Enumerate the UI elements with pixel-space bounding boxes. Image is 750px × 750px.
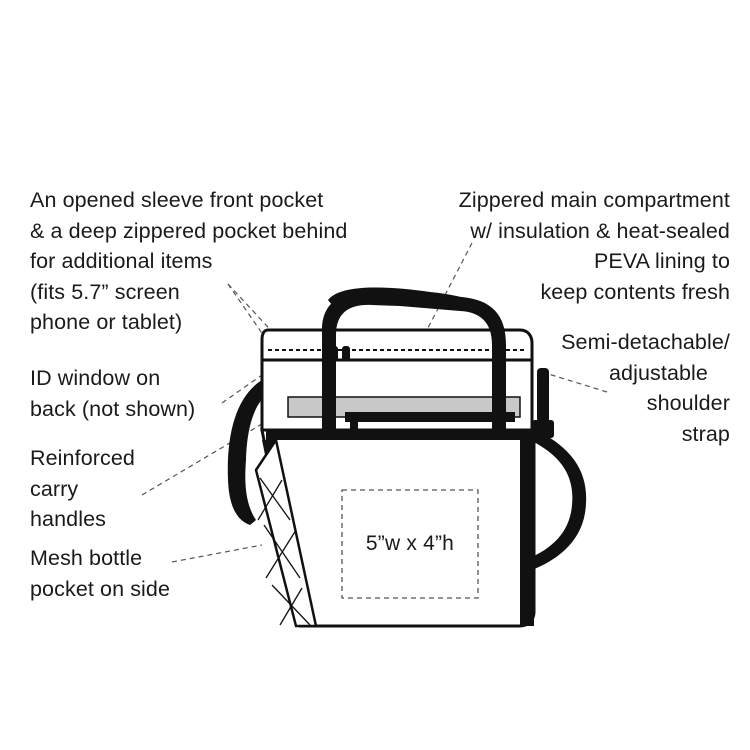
callout-line: back (not shown)	[30, 396, 196, 421]
left-strap	[228, 380, 266, 525]
callout-line: shoulder	[646, 391, 730, 415]
callout-line: Zippered main compartment	[458, 188, 730, 212]
callout-id-window	[30, 363, 195, 424]
callout-line: ID window on	[30, 366, 161, 390]
front-frame	[266, 430, 530, 440]
callout-sleeve-pocket	[30, 185, 347, 338]
callout-line: & a deep zippered pocket behind	[30, 218, 348, 243]
front-frame-right	[520, 430, 534, 626]
callout-line: strap	[681, 421, 730, 446]
imprint-area-label: 5”w x 4”h	[365, 532, 455, 555]
callout-shoulder-strap	[561, 327, 730, 449]
callout-line: Reinforced	[30, 446, 135, 470]
callout-mesh-pocket	[30, 543, 170, 604]
strap-buckle	[532, 420, 554, 438]
callout-line: PEVA lining to	[593, 249, 730, 273]
leader-handles	[142, 418, 272, 495]
callout-carry-handles	[30, 443, 135, 535]
callout-line: adjustable	[608, 360, 708, 385]
callout-line: Mesh bottle	[30, 546, 143, 570]
callout-line: (fits 5.7” screen	[30, 279, 180, 304]
callout-main-compartment	[459, 185, 730, 307]
callout-line: keep contents fresh	[540, 279, 730, 304]
callout-line: for additional items	[30, 249, 213, 273]
callout-line: Semi-detachable/	[561, 330, 730, 354]
callout-line: w/ insulation & heat-sealed	[470, 218, 730, 243]
leader-mesh	[172, 545, 262, 562]
callout-line: pocket on side	[30, 576, 171, 601]
callout-line: phone or tablet)	[30, 310, 183, 334]
callout-line: handles	[30, 507, 107, 531]
pocket-zipper	[345, 412, 515, 422]
callout-line: An opened sleeve front pocket	[30, 188, 324, 212]
callout-line: carry	[30, 476, 79, 501]
